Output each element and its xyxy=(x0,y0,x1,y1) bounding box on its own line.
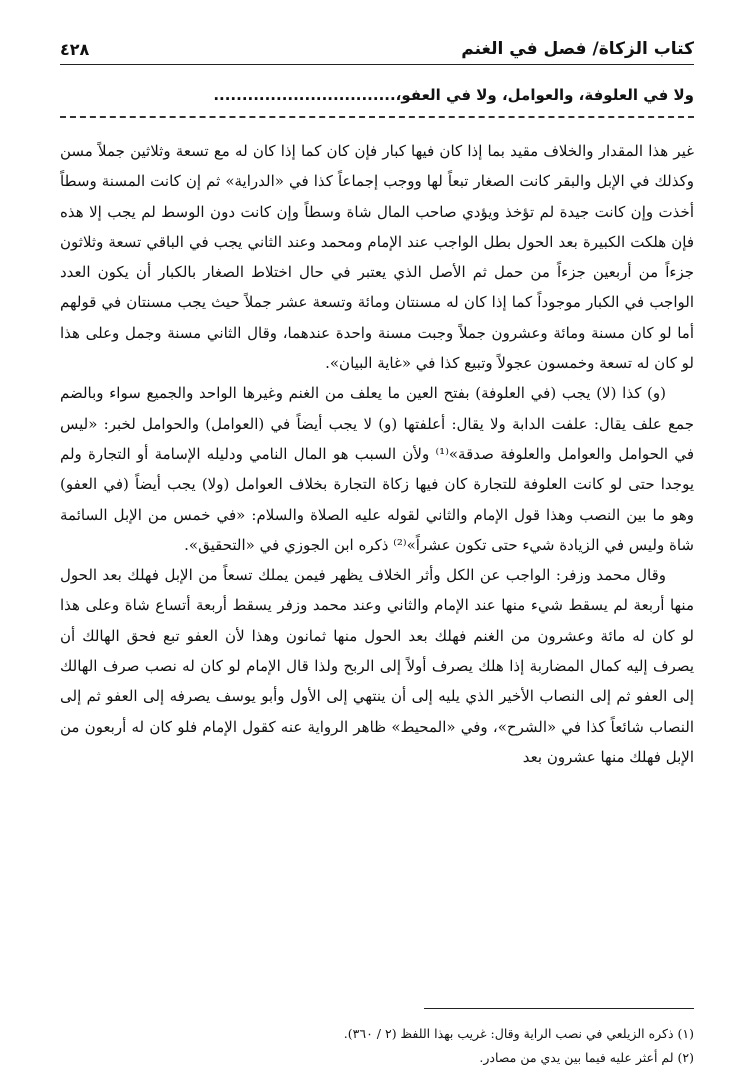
header-rule xyxy=(60,64,694,65)
chapter-title: كتاب الزكاة/ فصل في الغنم xyxy=(461,39,694,59)
section-heading xyxy=(60,86,694,104)
section-divider xyxy=(60,116,694,118)
paragraph: وقال محمد وزفر: الواجب عن الكل وأثر الخلاف يظهر فيمن يملك تسعاً من الإبل فهلك بعد الحول منها أربعة لم يسقط شيء منها عند الإمام والثاني وعند محمد وزفر يسقط أربعة أتساع شاة وعلى هذا لو كان له مائة وعشرون من الغنم فهلك بعد الحول منها ثمانون وهذا لأن العفو تبع فحق الهالك أن يصرف إليه كمال المضاربة إذا هلك يصرف أولاً إلى الربح ولذا قال الإمام لو كان له نصب صرف الهالك إلى العفو ثم إلى النصاب الأخير الذي يليه إلى أن ينتهي إلى الأول وأبو يوسف يصرفه إلى العفو ثم إلى النصاب شائعاً كذا في «الشرح»، وفي «المحيط» ظاهر الرواية عنه كقول الإمام فلو كان له أربعون من الإبل فهلك منها عشرون بعد xyxy=(60,566,694,766)
section-heading-text: ولا في العلوفة، والعوامل، ولا في العفو، xyxy=(395,86,694,104)
footnote-rule xyxy=(424,1008,694,1009)
footnote: (٢) لم أعثر عليه فيما بين يدي من مصادر. xyxy=(479,1050,694,1065)
footnote: (١) ذكره الزيلعي في نصب الراية وقال: غريب بهذا اللفظ (٢ / ٣٦٠). xyxy=(343,1026,694,1041)
page-number: ٤٢٨ xyxy=(60,39,90,59)
paragraph: غير هذا المقدار والخلاف مقيد بما إذا كان فيها كبار فإن كان كما إذا كان له مع تسعة وثلاثين جملاً مسن وكذلك في الإبل والبقر كانت الصغار تبعاً لها ووجب إجماعاً كذا في «الدراية» ثم إن كانت المسنة وسطاً أخذت وإن كانت جيدة لم تؤخذ ويؤدي صاحب المال شاة وسطاً وإن كانت دون الوسط لم يجب إلا هذه فإن هلكت الكبيرة بعد الحول بطل الواجب عند الإمام ومحمد وعند الثاني يجب في الباقي تسعة وثلاثون جزءاً من أربعين جزءاً من حمل ثم الأصل الذي يعتبر في حال اختلاط الصغار بالكبار أن يكون العدد الواجب في الكبار موجوداً كما إذا كان له مسنتان ومائة وتسعة عشر جملاً حيث يجب مسنتان في قولهم أما لو كان مسنة ومائة وعشرون جملاً وجبت مسنة واحدة عندهما، وقال الثاني مسنة وجمل وعلى هذا لو كان له تسعة وخمسون عجولاً وتبيع كذا في «غاية البيان». xyxy=(60,142,694,373)
running-header xyxy=(60,36,694,62)
paragraph: (و) كذا (لا) يجب (في العلوفة) بفتح العين ما يعلف من الغنم وغيرها الواحد والجميع سواء وبالضم جمع علف يقال: علفت الدابة ولا يقال: أعلفتها (و) لا يجب أيضاً في (العوامل) والحوامل لخبر: «ليس في الحوامل والعوامل والعلوفة صدقة»⁽¹⁾ ولأن السبب هو المال النامي ودليله الإسامة أو التجارة ولم يوجدا حتى لو كانت العلوفة للتجارة كان فيها زكاة التجارة بخلاف العوامل (ولا) يجب أيضاً (في العفو) وهو ما بين النصب وهذا قول الإمام والثاني لقوله عليه الصلاة والسلام: «في خمس من الإبل السائمة شاة وليس في الزيادة شيء حتى تكون عشراً»⁽²⁾ ذكره ابن الجوزي في «التحقيق». xyxy=(60,384,694,554)
footnotes xyxy=(60,1022,694,1070)
section-heading-dots: ................................ xyxy=(213,86,396,104)
body-text xyxy=(60,136,694,772)
